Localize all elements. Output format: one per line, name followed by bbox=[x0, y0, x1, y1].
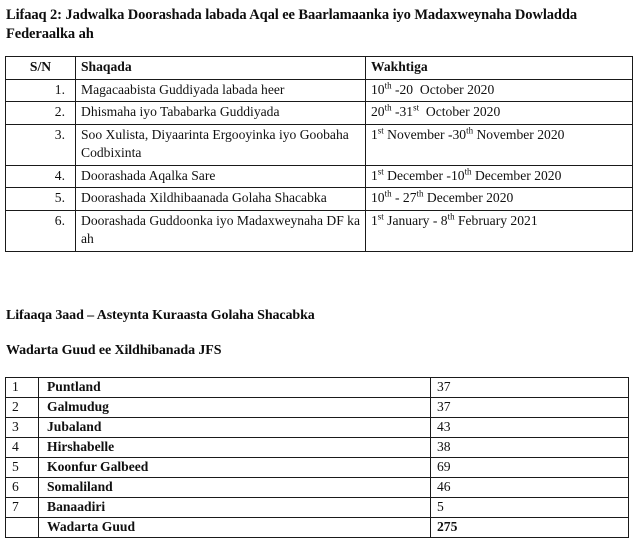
cell-task: Doorashada Xildhibaanada Golaha Shacabka bbox=[76, 188, 366, 211]
cell-index: 1 bbox=[6, 378, 39, 398]
cell-sn: 4. bbox=[6, 165, 76, 188]
cell-sn: 5. bbox=[6, 188, 76, 211]
cell-total-label: Wadarta Guud bbox=[39, 518, 431, 538]
cell-seats: 5 bbox=[431, 498, 629, 518]
table-row bbox=[6, 398, 629, 418]
cell-index: 5 bbox=[6, 458, 39, 478]
column-header-task: Shaqada bbox=[76, 57, 366, 80]
cell-sn: 2. bbox=[6, 102, 76, 125]
seat-allocation-table bbox=[5, 377, 629, 538]
table-row bbox=[6, 165, 633, 188]
cell-seats: 46 bbox=[431, 478, 629, 498]
cell-time: 1st January - 8th February 2021 bbox=[366, 210, 633, 251]
cell-state: Koonfur Galbeed bbox=[39, 458, 431, 478]
table-row bbox=[6, 478, 629, 498]
table-row bbox=[6, 458, 629, 478]
table-row bbox=[6, 378, 629, 398]
seat-allocation-body bbox=[6, 378, 629, 538]
table-row bbox=[6, 418, 629, 438]
table-row bbox=[6, 438, 629, 458]
table-row bbox=[6, 124, 633, 165]
cell-seats: 37 bbox=[431, 398, 629, 418]
cell-seats: 38 bbox=[431, 438, 629, 458]
annex3-heading: Lifaaqa 3aad – Asteynta Kuraasta Golaha Shacabka bbox=[6, 308, 315, 323]
annex3-subheading: Wadarta Guud ee Xildhibanada JFS bbox=[6, 343, 222, 358]
cell-index bbox=[6, 518, 39, 538]
cell-state: Hirshabelle bbox=[39, 438, 431, 458]
cell-seats: 43 bbox=[431, 418, 629, 438]
column-header-sn: S/N bbox=[6, 57, 76, 80]
cell-index: 7 bbox=[6, 498, 39, 518]
cell-seats: 69 bbox=[431, 458, 629, 478]
cell-total-seats: 275 bbox=[431, 518, 629, 538]
cell-index: 4 bbox=[6, 438, 39, 458]
cell-state: Somaliland bbox=[39, 478, 431, 498]
table-row bbox=[6, 102, 633, 125]
table-row bbox=[6, 188, 633, 211]
cell-task: Magacaabista Guddiyada labada heer bbox=[76, 79, 366, 102]
cell-sn: 1. bbox=[6, 79, 76, 102]
cell-time: 1st December -10th December 2020 bbox=[366, 165, 633, 188]
cell-sn: 6. bbox=[6, 210, 76, 251]
cell-time: 20th -31st October 2020 bbox=[366, 102, 633, 125]
cell-index: 6 bbox=[6, 478, 39, 498]
election-schedule-table bbox=[5, 56, 633, 252]
cell-state: Puntland bbox=[39, 378, 431, 398]
cell-time: 10th - 27th December 2020 bbox=[366, 188, 633, 211]
cell-time: 10th -20 October 2020 bbox=[366, 79, 633, 102]
cell-sn: 3. bbox=[6, 124, 76, 165]
cell-state: Galmudug bbox=[39, 398, 431, 418]
annex2-title: Lifaaq 2: Jadwalka Doorashada labada Aqal ee Baarlamaanka iyo Madaxweynaha Dowladda Federaalka ah bbox=[6, 7, 577, 42]
table-total-row bbox=[6, 518, 629, 538]
cell-task: Dhismaha iyo Tababarka Guddiyada bbox=[76, 102, 366, 125]
cell-time: 1st November -30th November 2020 bbox=[366, 124, 633, 165]
cell-task: Soo Xulista, Diyaarinta Ergooyinka iyo Goobaha Codbixinta bbox=[76, 124, 366, 165]
table-row bbox=[6, 498, 629, 518]
cell-index: 3 bbox=[6, 418, 39, 438]
cell-task: Doorashada Aqalka Sare bbox=[76, 165, 366, 188]
column-header-time: Wakhtiga bbox=[366, 57, 633, 80]
table-row bbox=[6, 210, 633, 251]
table-header-row bbox=[6, 57, 633, 80]
table-row bbox=[6, 79, 633, 102]
cell-state: Jubaland bbox=[39, 418, 431, 438]
schedule-table-body bbox=[6, 79, 633, 251]
cell-seats: 37 bbox=[431, 378, 629, 398]
cell-state: Banaadiri bbox=[39, 498, 431, 518]
cell-task: Doorashada Guddoonka iyo Madaxweynaha DF ka ah bbox=[76, 210, 366, 251]
cell-index: 2 bbox=[6, 398, 39, 418]
